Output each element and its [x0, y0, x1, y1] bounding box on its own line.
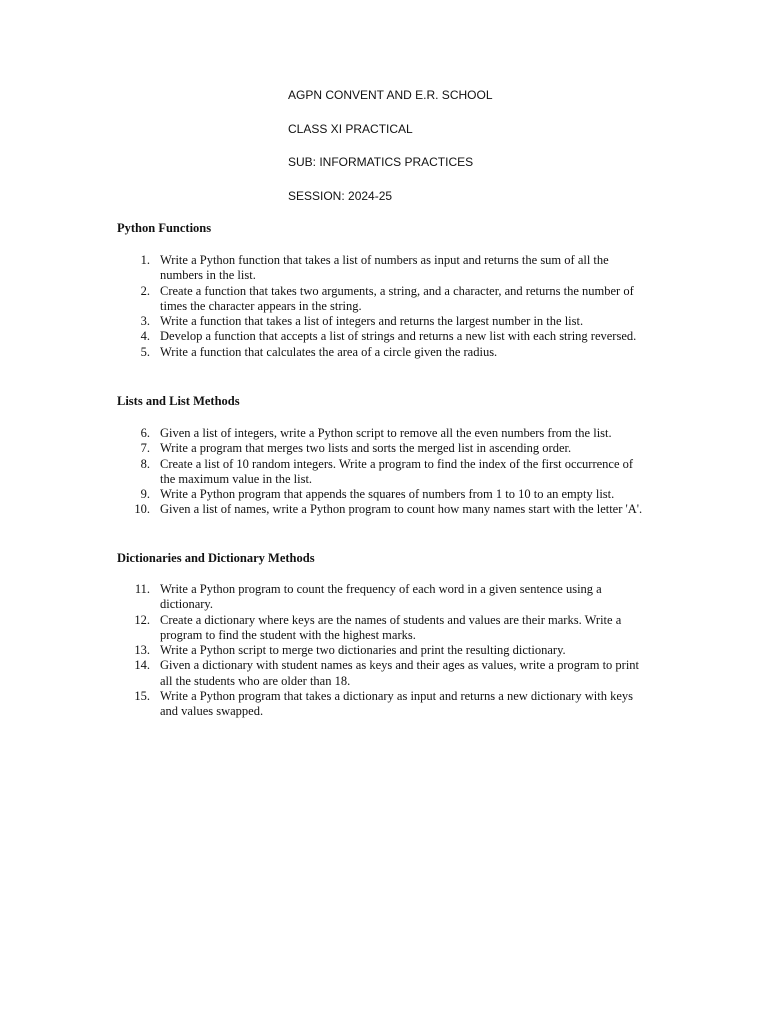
- question-text: Create a list of 10 random integers. Write a program to find the index of the first occurrence of the maximum value in the list.: [160, 456, 634, 486]
- session-title: SESSION: 2024-25: [288, 189, 393, 203]
- question-text: Create a dictionary where keys are the names of students and values are their marks. Write a program to find the student with the highest marks.: [160, 612, 622, 642]
- question-number: 3.: [140, 314, 150, 329]
- question-item: [0, 457, 768, 488]
- question-text: Write a Python function that takes a list of numbers as input and returns the sum of all the numbers in the list.: [160, 253, 609, 283]
- question-text: Write a Python program to count the frequency of each word in a given sentence using a dictionary.: [160, 582, 602, 612]
- question-list-lists: [0, 426, 768, 518]
- section-title-lists: Lists and List Methods: [117, 394, 240, 408]
- question-number: 13.: [134, 643, 150, 658]
- question-number: 9.: [140, 487, 150, 502]
- question-text: Given a list of names, write a Python program to count how many names start with the letter 'A'.: [160, 502, 643, 517]
- section-title-dictionaries: Dictionaries and Dictionary Methods: [117, 551, 315, 565]
- question-list-dictionaries: [0, 582, 768, 720]
- question-item: [0, 582, 768, 613]
- class-title: CLASS XI PRACTICAL: [288, 122, 413, 136]
- question-item: [0, 658, 768, 689]
- question-number: 11.: [134, 582, 150, 596]
- question-text: Given a dictionary with student names as keys and their ages as values, write a program to print all the students who are older than 18.: [160, 658, 640, 688]
- question-number: 7.: [140, 441, 150, 456]
- school-name: AGPN CONVENT AND E.R. SCHOOL: [288, 88, 493, 102]
- question-number: 8.: [140, 456, 150, 471]
- question-item: [0, 643, 768, 658]
- question-item: [0, 253, 768, 284]
- question-number: 12.: [134, 612, 150, 627]
- question-item: [0, 441, 768, 456]
- subject-title: SUB: INFORMATICS PRACTICES: [288, 155, 474, 169]
- question-list-python-functions: [0, 253, 768, 360]
- question-number: 1.: [140, 253, 150, 267]
- question-text: Write a Python program that takes a dictionary as input and returns a new dictionary with keys and values swapped.: [160, 689, 633, 719]
- question-item: [0, 426, 768, 441]
- question-number: 14.: [134, 658, 150, 673]
- question-text: Write a Python script to merge two dictionaries and print the resulting dictionary.: [160, 643, 566, 658]
- question-number: 15.: [134, 689, 150, 704]
- question-item: [0, 284, 768, 315]
- question-text: Write a function that calculates the area of a circle given the radius.: [160, 344, 498, 359]
- question-item: [0, 613, 768, 644]
- question-item: [0, 314, 768, 329]
- question-item: [0, 329, 768, 344]
- question-number: 6.: [140, 426, 150, 440]
- question-text: Write a function that takes a list of integers and returns the largest number in the list.: [160, 314, 584, 329]
- question-number: 10.: [134, 502, 150, 517]
- question-text: Write a program that merges two lists and sorts the merged list in ascending order.: [160, 441, 572, 456]
- question-item: [0, 487, 768, 502]
- question-text: Write a Python program that appends the squares of numbers from 1 to 10 to an empty list.: [160, 487, 615, 502]
- question-item: [0, 345, 768, 360]
- question-text: Create a function that takes two arguments, a string, and a character, and returns the number of times the character appears in the string.: [160, 283, 634, 313]
- question-text: Given a list of integers, write a Python script to remove all the even numbers from the list.: [160, 426, 612, 440]
- question-number: 4.: [140, 329, 150, 344]
- question-number: 5.: [140, 344, 150, 359]
- question-number: 2.: [140, 283, 150, 298]
- section-title-python-functions: Python Functions: [117, 221, 212, 235]
- question-item: [0, 502, 768, 517]
- question-text: Develop a function that accepts a list of strings and returns a new list with each string reversed.: [160, 329, 637, 344]
- question-item: [0, 689, 768, 720]
